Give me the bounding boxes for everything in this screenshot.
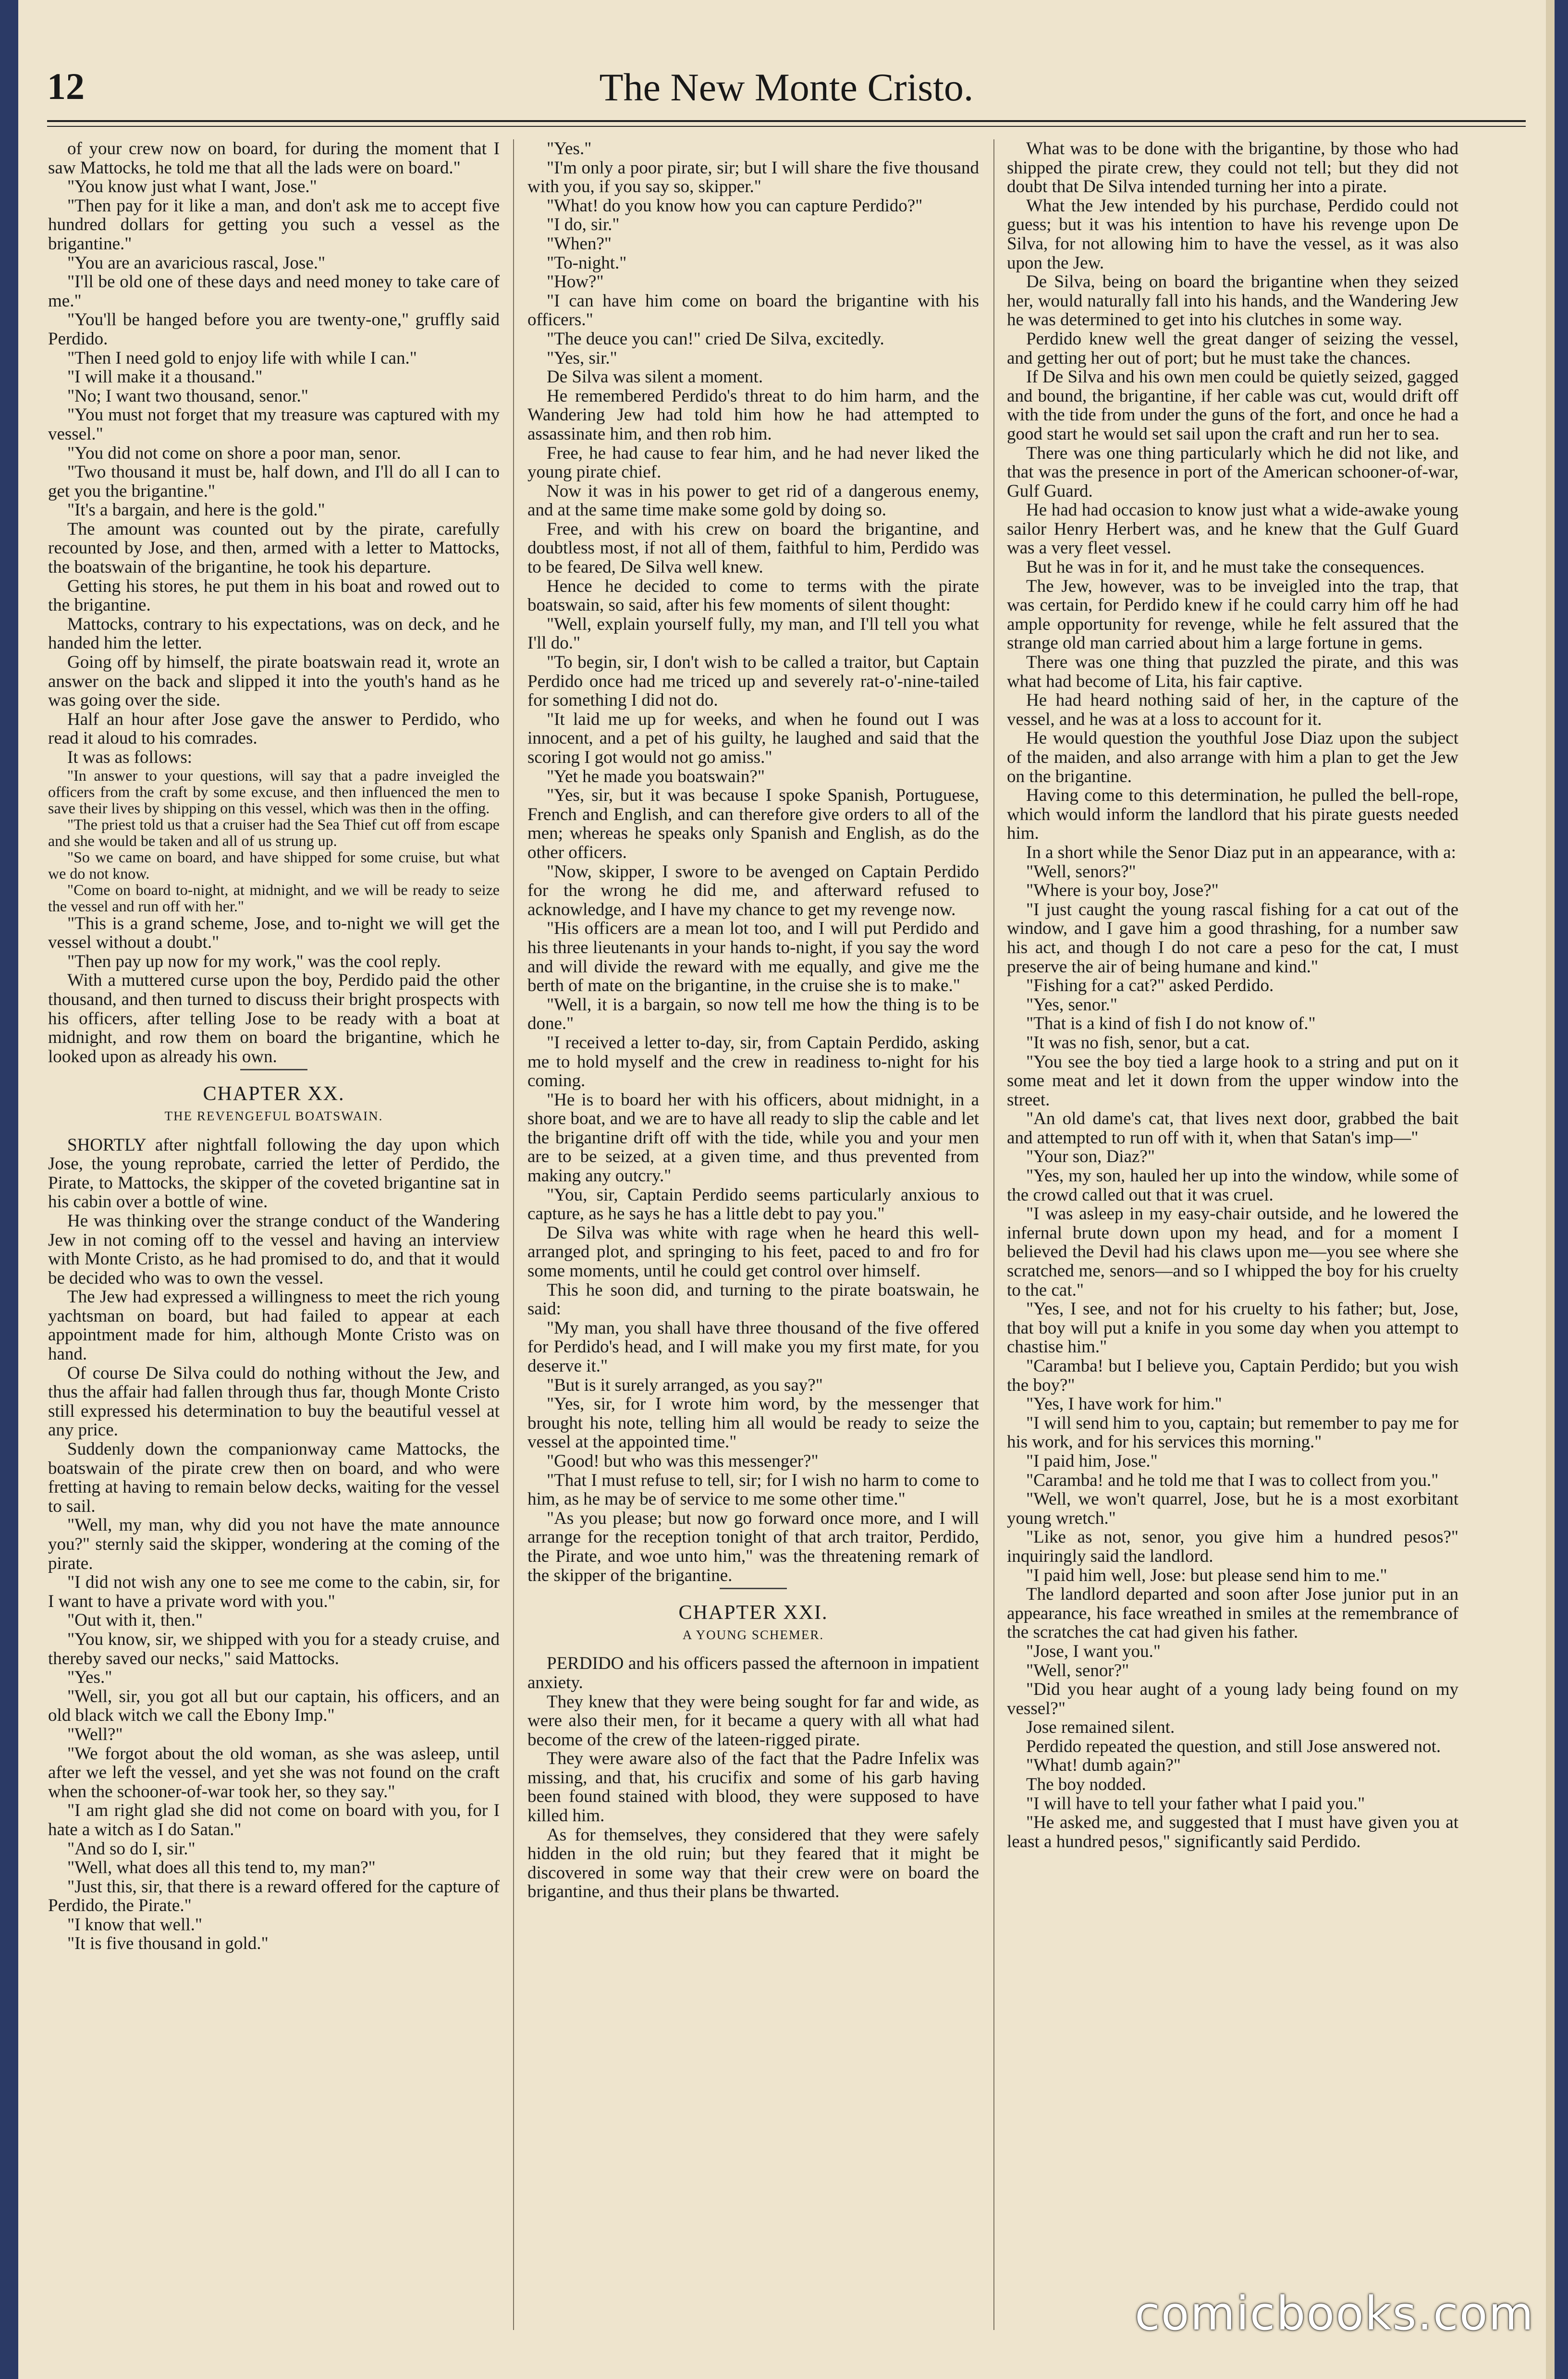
paragraph: "No; I want two thousand, senor.": [67, 386, 308, 406]
paragraph: "Well, it is a bargain, so now tell me how the thing is to be done.": [527, 994, 979, 1034]
paragraph: There was one thing that puzzled the pirate, and this was what had become of Lita, his fair captive.: [1007, 652, 1458, 691]
paragraph: "It was no fish, senor, but a cat.: [1026, 1032, 1250, 1053]
paragraph: "Well, explain yourself fully, my man, and I'll tell you what I'll do.": [527, 614, 979, 653]
paragraph: "Out with it, then.": [67, 1610, 203, 1631]
paragraph: In a short while the Senor Diaz put in an appearance, with a:: [1026, 842, 1456, 862]
quoted-letter-paragraph: "In answer to your questions, will say that a padre inveigled the officers from the craft by some excuse, and then influenced the men to save their lives by shipping on this vessel, which was then in the offing.: [48, 766, 500, 817]
paragraph: De Silva was silent a moment.: [547, 367, 763, 387]
paragraph: "Fishing for a cat?" asked Perdido.: [1026, 976, 1274, 996]
paragraph: "I will make it a thousand.": [67, 367, 263, 387]
paragraph: "I will have to tell your father what I paid you.": [1026, 1793, 1365, 1814]
paragraph: "I can have him come on board the brigantine with his officers.": [527, 291, 979, 330]
paragraph: Perdido knew well the great danger of seizing the vessel, and getting her out of port; but he must take the chances.: [1007, 329, 1458, 368]
chapter-heading: CHAPTER XX.: [203, 1083, 345, 1105]
paragraph: "Where is your boy, Jose?": [1026, 881, 1219, 901]
paragraph: "To begin, sir, I don't wish to be called a traitor, but Captain Perdido once had me triced up and severely rat-o'-nine-tailed for something I did not do.: [527, 652, 979, 711]
paragraph: "To-night.": [547, 253, 627, 273]
paragraph: "I received a letter to-day, sir, from Captain Perdido, asking me to hold myself and the crew in readiness to-night for his coming.: [527, 1032, 979, 1091]
quoted-letter-paragraph: "Come on board to-night, at midnight, and we will be ready to seize the vessel and run off with her.": [48, 881, 500, 915]
paragraph: He would question the youthful Jose Diaz upon the subject of the maiden, and also arrange with him a plan to get the Jew on the brigantine.: [1007, 728, 1458, 786]
paragraph: "Yes, I see, and not for his cruelty to his father; but, Jose, that boy will put a knife in you some day when you attempt to chastise him.": [1007, 1299, 1458, 1357]
page-title: The New Monte Cristo.: [599, 65, 974, 109]
paragraph: The boy nodded.: [1026, 1775, 1146, 1795]
paragraph: "Well, my man, why did you not have the mate announce you?" sternly said the skipper, wondering at the coming of the pirate.: [48, 1515, 500, 1573]
paragraph: "You know, sir, we shipped with you for a steady cruise, and thereby saved our necks," said Mattocks.: [48, 1629, 500, 1668]
quoted-letter-paragraph: "The priest told us that a cruiser had the Sea Thief cut off from escape and she would be taken and all of us strung up.: [48, 815, 500, 849]
header-rule-thin: [47, 126, 1526, 127]
paragraph: He had had occasion to know just what a wide-awake young sailor Henry Herbert was, and he knew that the Gulf Guard was a very fleet vessel.: [1007, 500, 1458, 558]
paragraph: "An old dame's cat, that lives next door, grabbed the bait and attempted to run off with it, when that Satan's imp—": [1007, 1109, 1458, 1148]
paragraph: "Then I need gold to enjoy life with while I can.": [67, 348, 417, 368]
paragraph: What the Jew intended by his purchase, Perdido could not guess; but it was his intention to have his revenge upon De Silva, for not allowing him to have the vessel, as it was also upon the Jew.: [1007, 196, 1458, 273]
chapter-subtitle: A YOUNG SCHEMER.: [682, 1627, 824, 1642]
chapter-heading: CHAPTER XXI.: [678, 1602, 828, 1624]
paragraph: "I just caught the young rascal fishing for a cat out of the window, and I gave him a good thrashing, for a number saw his act, and though I do not care a peso for the cat, I must preserve the air of being humane and kind.": [1007, 899, 1458, 977]
paragraph: of your crew now on board, for during the moment that I saw Mattocks, he told me that all the lads were on board.": [48, 139, 500, 178]
paragraph: He was thinking over the strange conduct of the Wandering Jew in not coming off to the vessel and having an interview with Monte Cristo, as he had promised to do, and that it would be decided who was to own the vessel.: [48, 1211, 500, 1288]
paragraph: De Silva was white with rage when he heard this well-arranged plot, and springing to his feet, paced to and fro for some moments, until he could get control over himself.: [527, 1223, 979, 1281]
paragraph: Of course De Silva could do nothing without the Jew, and thus the affair had fallen through thus far, though Monte Cristo still expressed his determination to buy the beautiful vessel at any price.: [48, 1363, 500, 1440]
paragraph: "That is a kind of fish I do not know of.": [1026, 1014, 1316, 1034]
paragraph: Suddenly down the companionway came Mattocks, the boatswain of the pirate crew then on board, and who were fretting at having to remain below decks, waiting for the vessel to sail.: [48, 1439, 500, 1516]
paragraph: "Yes, I have work for him.": [1026, 1394, 1222, 1414]
paragraph: "Yes, senor.": [1026, 994, 1117, 1015]
paragraph: "Caramba! but I believe you, Captain Perdido; but you wish the boy?": [1007, 1356, 1458, 1395]
paragraph: Jose remained silent.: [1026, 1717, 1175, 1738]
paragraph: "Well, we won't quarrel, Jose, but he is a most exorbitant young wretch.": [1007, 1489, 1458, 1528]
paragraph: "Well, senor?": [1026, 1660, 1129, 1680]
paragraph: "It is five thousand in gold.": [67, 1934, 269, 1954]
paragraph: "He is to board her with his officers, about midnight, in a shore boat, and we are to have all ready to slip the cable and let the brigantine drift off with the tide, while you and your men are to be seized, at a given time, and thus prevented from making any outcry.": [527, 1090, 979, 1186]
paragraph: "Yes.": [547, 139, 592, 159]
paragraph: "You'll be hanged before you are twenty-one," gruffly said Perdido.: [48, 310, 500, 349]
paragraph: This he soon did, and turning to the pirate boatswain, he said:: [527, 1280, 979, 1319]
paragraph: "Your son, Diaz?": [1026, 1147, 1155, 1167]
paragraph: "We forgot about the old woman, as she was asleep, until after we left the vessel, and yet she was not found on the craft when the schooner-of-war took her, so they say.": [48, 1743, 500, 1802]
paragraph: "He asked me, and suggested that I must have given you at least a hundred pesos," significantly said Perdido.: [1007, 1813, 1458, 1852]
paragraph: "Yes, sir.": [547, 348, 617, 368]
paragraph: "I do, sir.": [547, 215, 620, 235]
paragraph: "As you please; but now go forward once more, and I will arrange for the reception tonight of that arch traitor, Perdido, the Pirate, and woe unto him," was the threatening remark of the skipper of the brigantine.: [527, 1508, 979, 1585]
paragraph: There was one thing particularly which he did not like, and that was the presence in port of the American schooner-of-war, Gulf Guard.: [1007, 443, 1458, 501]
page-spine: [1546, 0, 1555, 2379]
paragraph: He had heard nothing said of her, in the capture of the vessel, and he was at a loss to account for it.: [1007, 690, 1458, 729]
paragraph: "The deuce you can!" cried De Silva, excitedly.: [547, 329, 884, 349]
paragraph: Getting his stores, he put them in his boat and rowed out to the brigantine.: [48, 576, 500, 615]
paragraph: The landlord departed and soon after Jose junior put in an appearance, his face wreathed in smiles at the remembrance of the scratches the cat had given his father.: [1007, 1584, 1458, 1643]
paragraph: PERDIDO and his officers passed the afternoon in impatient anxiety.: [527, 1654, 979, 1692]
paragraph: "Caramba! and he told me that I was to collect from you.": [1026, 1470, 1439, 1490]
paragraph: "You are an avaricious rascal, Jose.": [67, 253, 326, 273]
paragraph: "Good! but who was this messenger?": [547, 1451, 819, 1471]
paragraph: What was to be done with the brigantine, by those who had shipped the pirate crew, they could not tell; but they did not doubt that De Silva intended turning her into a pirate.: [1007, 139, 1458, 197]
paragraph: But he was in for it, and he must take the consequences.: [1026, 557, 1425, 577]
paragraph: They were aware also of the fact that the Padre Infelix was missing, and that, his crucifix and some of his garb having been found stained with blood, they were supposed to have killed him.: [527, 1749, 979, 1826]
paragraph: "Now, skipper, I swore to be avenged on Captain Perdido for the wrong he did me, and afterward refused to acknowledge, and I have my chance to get my revenge now.: [527, 861, 979, 920]
paragraph: Going off by himself, the pirate boatswain read it, wrote an answer on the back and slipped it into the youth's hand as he was going over the side.: [48, 652, 500, 711]
paragraph: Free, and with his crew on board the brigantine, and doubtless most, if not all of them, faithful to him, Perdido was to be feared, De Silva well knew.: [527, 519, 979, 577]
paragraph: "Did you hear aught of a young lady being found on my vessel?": [1007, 1680, 1458, 1718]
paragraph: "Just this, sir, that there is a reward offered for the capture of Perdido, the Pirate.": [48, 1876, 500, 1916]
paragraph: "Then pay for it like a man, and don't ask me to accept five hundred dollars for getting you such a vessel as the brigantine.": [48, 196, 500, 254]
paragraph: "Well, senors?": [1026, 861, 1136, 882]
paragraph: "I was asleep in my easy-chair outside, and he lowered the infernal brute down upon my head, and for a moment I believed the Devil had his claws upon me—you see where she scratched me, senors—and so I whipped the boy for his cruelty to the cat.": [1007, 1204, 1458, 1300]
paragraph: "My man, you shall have three thousand of the five offered for Perdido's head, and I will make you my first mate, for you deserve it.": [527, 1318, 979, 1376]
paragraph: "I'll be old one of these days and need money to take care of me.": [48, 272, 500, 311]
paragraph: "Yes, sir, but it was because I spoke Spanish, Portuguese, French and English, and can therefore give orders to all of the men; whereas he speaks only Spanish and English, as do the other officers.: [527, 785, 979, 862]
text-column-3: [1007, 139, 1458, 2330]
paragraph: "Jose, I want you.": [1026, 1641, 1161, 1661]
page-number: 12: [47, 65, 85, 107]
paragraph: "It laid me up for weeks, and when he found out I was innocent, and a pet of his guilty, he laughed and said that the scoring I got would not go amiss.": [527, 709, 979, 767]
paragraph: "Two thousand it must be, half down, and I'll do all I can to get you the brigantine.": [48, 462, 500, 501]
page-header: [47, 65, 1526, 118]
column-divider: [993, 139, 994, 2330]
paragraph: "What! dumb again?": [1026, 1755, 1181, 1776]
paragraph: "Yes.": [67, 1668, 112, 1688]
paragraph: If De Silva and his own men could be quietly seized, gagged and bound, the brigantine, if her cable was cut, would drift off with the tide from under the guns of the fort, and once he had a good start he would set sail upon the craft and run her to sea.: [1007, 367, 1458, 444]
paragraph: "You know just what I want, Jose.": [67, 177, 317, 197]
paragraph: "Well, sir, you got all but our captain, his officers, and an old black witch we call the Ebony Imp.": [48, 1686, 500, 1726]
paragraph: Free, he had cause to fear him, and he had never liked the young pirate chief.: [527, 443, 979, 482]
quoted-letter-paragraph: "So we came on board, and have shipped for some cruise, but what we do not know.: [48, 848, 500, 882]
paragraph: "When?": [547, 233, 612, 254]
paragraph: Mattocks, contrary to his expectations, was on deck, and he handed him the letter.: [48, 614, 500, 653]
paragraph: The Jew, however, was to be inveigled into the trap, that was certain, for Perdido knew if he could carry him off he had ample opportunity for revenge, while he felt assured that the strange old man carried about him a large fortune in gems.: [1007, 576, 1458, 653]
paragraph: "Yes, my son, hauled her up into the window, while some of the crowd called out that it was cruel.: [1007, 1166, 1458, 1205]
paragraph: "You must not forget that my treasure was captured with my vessel.": [48, 405, 500, 444]
paragraph: "You did not come on shore a poor man, senor.: [67, 443, 401, 463]
paragraph: "I did not wish any one to see me come to the cabin, sir, for I want to have a private word with you.": [48, 1572, 500, 1611]
paragraph: "Yes, sir, for I wrote him word, by the messenger that brought his note, telling him all would be ready to seize the vessel at the appointed time.": [527, 1394, 979, 1452]
paragraph: "This is a grand scheme, Jose, and to-night we will get the vessel without a doubt.": [48, 913, 500, 953]
paragraph: "That I must refuse to tell, sir; for I wish no harm to come to him, as he may be of service to me some other time.": [527, 1470, 979, 1509]
watermark: comicbooks.com: [1134, 2287, 1534, 2341]
paragraph: "I know that well.": [67, 1914, 202, 1935]
column-divider: [513, 139, 514, 2330]
paragraph: "Then pay up now for my work," was the cool reply.: [67, 951, 441, 971]
paragraph: "I paid him, Jose.": [1026, 1451, 1158, 1471]
paragraph: De Silva, being on board the brigantine when they seized her, would naturally fall into his hands, and the Wandering Jew he was determined to get into his clutches in some way.: [1007, 272, 1458, 330]
paragraph: "You see the boy tied a large hook to a string and put on it some meat and let it down from the upper window into the street.: [1007, 1052, 1458, 1110]
paragraph: Perdido repeated the question, and still Jose answered not.: [1026, 1736, 1441, 1756]
paragraph: "And so do I, sir.": [67, 1839, 196, 1859]
text-column-1: [48, 139, 500, 2330]
paragraph: "What! do you know how you can capture Perdido?": [547, 196, 923, 216]
paragraph: They knew that they were being sought for far and wide, as were also their men, for it became a query with all what had become of the crew of the lateen-rigged pirate.: [527, 1692, 979, 1750]
paragraph: Hence he decided to come to terms with the pirate boatswain, so said, after his few moments of silent thought:: [527, 576, 979, 615]
paragraph: "I paid him well, Jose: but please send him to me.": [1026, 1565, 1387, 1585]
chapter-subtitle: THE REVENGEFUL BOATSWAIN.: [164, 1108, 383, 1123]
paragraph: With a muttered curse upon the boy, Perdido paid the other thousand, and then turned to discuss their bright prospects with his officers, after telling Jose to be ready with a boat at midnight, and row them on board the brigantine, which he looked upon as already his own.: [48, 970, 500, 1067]
paragraph: SHORTLY after nightfall following the day upon which Jose, the young reprobate, carried the letter of Perdido, the Pirate, to Mattocks, the skipper of the coveted brigantine sat in his cabin over a bottle of wine.: [48, 1135, 500, 1212]
paragraph: "Well?": [67, 1724, 123, 1744]
paragraph: "Well, what does all this tend to, my man?": [67, 1858, 376, 1878]
text-column-2: [527, 139, 979, 2330]
chapter-rule: [240, 1069, 307, 1070]
paragraph: "I'm only a poor pirate, sir; but I will share the five thousand with you, if you say so, skipper.": [527, 158, 979, 197]
paragraph: "I am right glad she did not come on board with you, for I hate a witch as I do Satan.": [48, 1801, 500, 1839]
book-page: [18, 0, 1555, 2379]
paragraph: "How?": [547, 272, 604, 292]
paragraph: The Jew had expressed a willingness to meet the rich young yachtsman on board, but had failed to appear at each appointment made for him, although Monte Cristo was on hand.: [48, 1287, 500, 1364]
paragraph: It was as follows:: [67, 748, 192, 767]
paragraph: Now it was in his power to get rid of a dangerous enemy, and at the same time make some gold by doing so.: [527, 481, 979, 520]
paragraph: Half an hour after Jose gave the answer to Perdido, who read it aloud to his comrades.: [48, 709, 500, 748]
paragraph: "Like as not, senor, you give him a hundred pesos?" inquiringly said the landlord.: [1007, 1527, 1458, 1566]
paragraph: "You, sir, Captain Perdido seems particularly anxious to capture, as he says he has a little debt to pay you.": [527, 1185, 979, 1224]
paragraph: Having come to this determination, he pulled the bell-rope, which would inform the landlord that his pirate guests needed him.: [1007, 785, 1458, 844]
paragraph: "It's a bargain, and here is the gold.": [67, 500, 325, 520]
paragraph: "Yet he made you boatswain?": [547, 766, 765, 786]
paragraph: He remembered Perdido's threat to do him harm, and the Wandering Jew had told him how he had attempted to assassinate him, and then rob him.: [527, 386, 979, 444]
paragraph: "But is it surely arranged, as you say?": [547, 1375, 823, 1395]
header-rule: [47, 120, 1526, 122]
paragraph: As for themselves, they considered that they were safely hidden in the old ruin; but they feared that it might be discovered in some way that their crew were on board the brigantine, and thus their plans be thwarted.: [527, 1825, 979, 1902]
paragraph: "His officers are a mean lot too, and I will put Perdido and his three lieutenants in your hands to-night, if you say the word and will divide the reward with me equally, and give me the berth of mate on the brigantine, in the cruise she is to make.": [527, 919, 979, 996]
paragraph: "I will send him to you, captain; but remember to pay me for his work, and for his services this morning.": [1007, 1413, 1458, 1452]
chapter-rule: [720, 1588, 787, 1589]
paragraph: The amount was counted out by the pirate, carefully recounted by Jose, and then, armed with a letter to Mattocks, the boatswain of the brigantine, he took his departure.: [48, 519, 500, 577]
